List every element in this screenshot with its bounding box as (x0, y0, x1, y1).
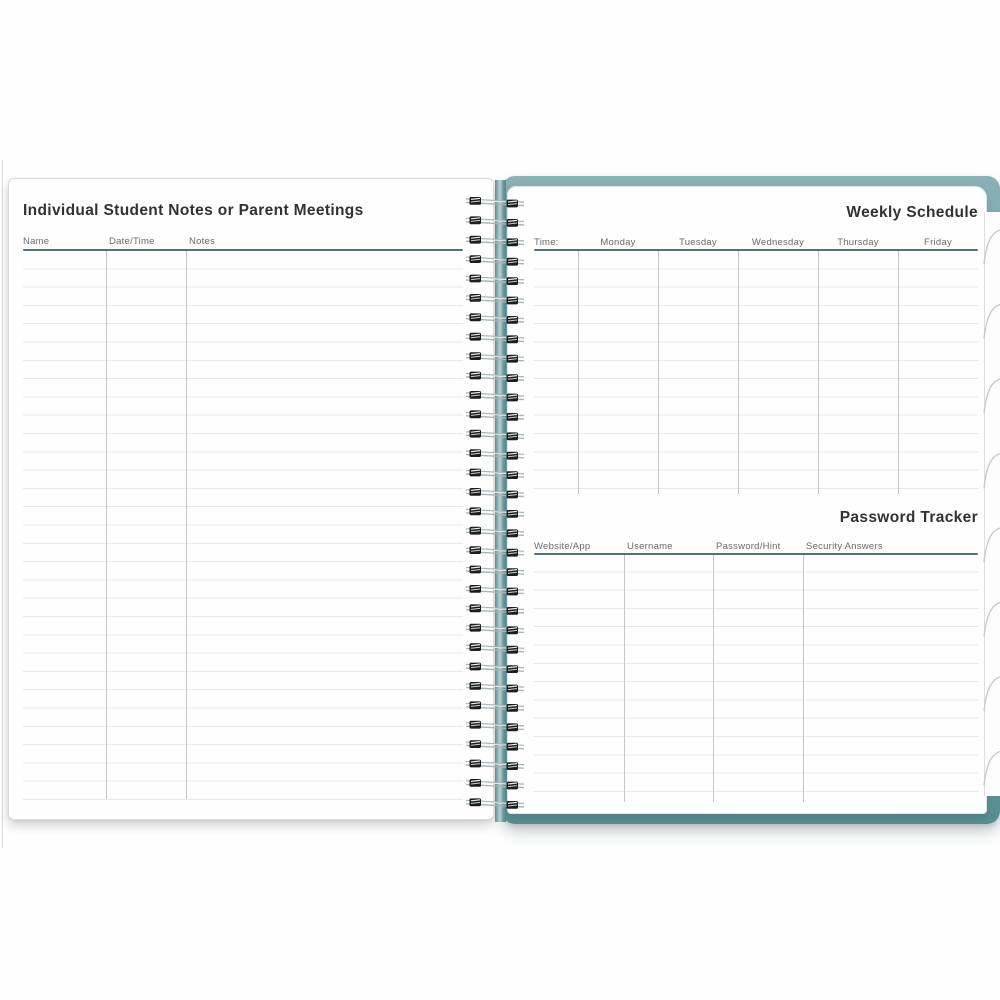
right-page (507, 186, 987, 814)
column-header-name: Name (23, 236, 50, 247)
left-page-title: Individual Student Notes or Parent Meetings (23, 202, 364, 219)
column-header-tuesday: Tuesday (679, 237, 717, 248)
column-header-username: Username (627, 541, 673, 552)
column-header-website-app: Website/App (534, 541, 591, 552)
weekly-schedule-column-divider (898, 251, 899, 494)
column-header-security-answers: Security Answers (806, 541, 883, 552)
weekly-schedule-column-divider (818, 251, 819, 494)
left-page (8, 178, 494, 820)
password-tracker-row-lines (534, 554, 978, 803)
column-header-notes: Notes (189, 236, 216, 247)
page-stack-left-edge (2, 160, 3, 848)
column-header-date-time: Date/Time (109, 236, 155, 247)
notes-table-row-lines (23, 251, 463, 800)
column-header-friday: Friday (924, 237, 952, 248)
weekly-schedule-column-divider (658, 251, 659, 494)
weekly-schedule-column-divider (578, 251, 579, 494)
weekly-schedule-title: Weekly Schedule (846, 204, 978, 221)
column-header-monday: Monday (600, 237, 636, 248)
password-tracker-column-divider (713, 555, 714, 802)
column-header-password-hint: Password/Hint (716, 541, 781, 552)
column-header-thursday: Thursday (837, 237, 879, 248)
password-tracker-column-divider (624, 555, 625, 802)
weekly-schedule-column-divider (738, 251, 739, 494)
notes-table-column-divider (186, 251, 187, 799)
weekly-schedule-row-lines (534, 251, 978, 495)
password-tracker-title: Password Tracker (839, 509, 978, 526)
column-header-wednesday: Wednesday (751, 237, 805, 248)
password-tracker-column-divider (803, 555, 804, 802)
column-header-time: Time: (534, 237, 559, 248)
notes-table-column-divider (106, 251, 107, 799)
